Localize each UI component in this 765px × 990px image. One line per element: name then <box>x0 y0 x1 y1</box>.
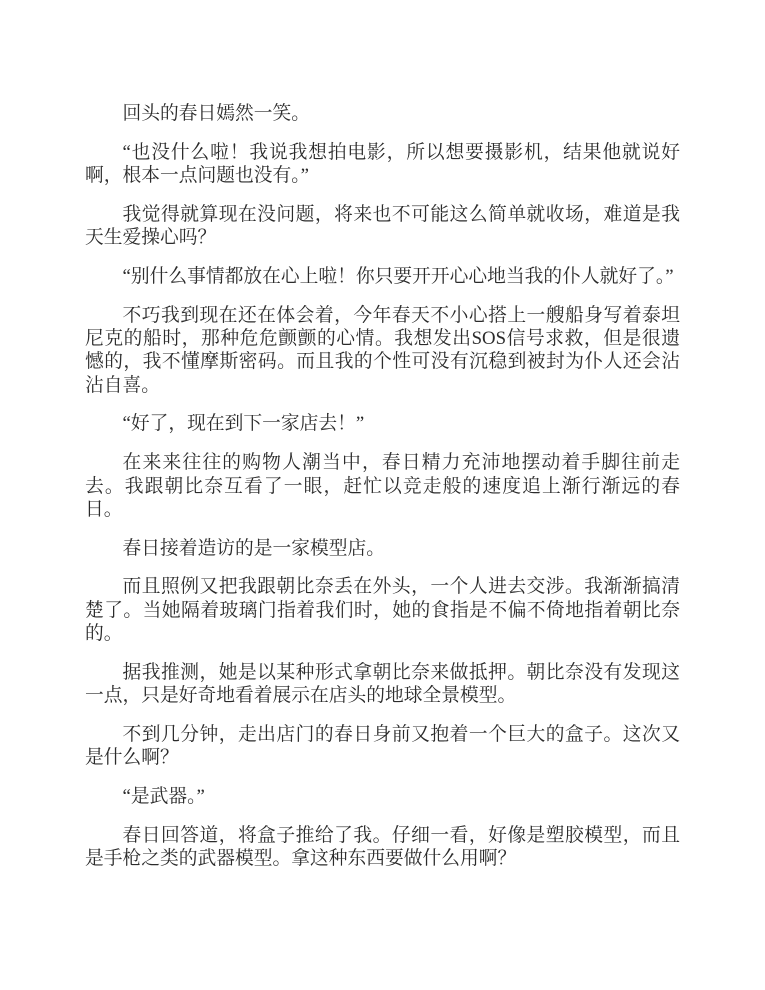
paragraph: 在来来往往的购物人潮当中，春日精力充沛地摆动着手脚往前走去。我跟朝比奈互看了一眼，赶忙以竞走般的速度追上渐行渐远的春日。 <box>85 452 680 520</box>
paragraph: “好了，现在到下一家店去！” <box>122 413 365 435</box>
paragraph: 不巧我到现在还在体会着，今年春天不小心搭上一艘船身写着泰坦尼克的船时，那种危危颤颤的心情。我想发出SOS信号求救，但是很遗憾的，我不懂摩斯密码。而且我的个性可没有沉稳到被封为仆人还会沾沾自喜。 <box>85 304 680 396</box>
text-body <box>85 102 680 870</box>
paragraph: 我觉得就算现在没问题，将来也不可能这么简单就收场，难道是我天生爱操心吗？ <box>85 203 680 249</box>
paragraph: 不到几分钟，走出店门的春日身前又抱着一个巨大的盒子。这次又是什么啊？ <box>85 723 680 769</box>
paragraph: 据我推测，她是以某种形式拿朝比奈来做抵押。朝比奈没有发现这一点，只是好奇地看着展示在店头的地球全景模型。 <box>85 661 680 707</box>
paragraph: “别什么事情都放在心上啦！你只要开开心心地当我的仆人就好了。” <box>122 265 674 287</box>
paragraph: “也没什么啦！我说我想拍电影，所以想要摄影机，结果他就说好啊，根本一点问题也没有。” <box>85 141 680 187</box>
paragraph: 春日接着造访的是一家模型店。 <box>122 537 385 559</box>
paragraph: 而且照例又把我跟朝比奈丢在外头，一个人进去交涉。我渐渐搞清楚了。当她隔着玻璃门指着我们时，她的食指是不偏不倚地指着朝比奈的。 <box>85 576 680 645</box>
paragraph: 回头的春日嫣然一笑。 <box>122 103 310 124</box>
paragraph: 春日回答道，将盒子推给了我。仔细一看，好像是塑胶模型，而且是手枪之类的武器模型。拿这种东西要做什么用啊？ <box>85 824 680 870</box>
paragraph: “是武器。” <box>122 786 205 808</box>
